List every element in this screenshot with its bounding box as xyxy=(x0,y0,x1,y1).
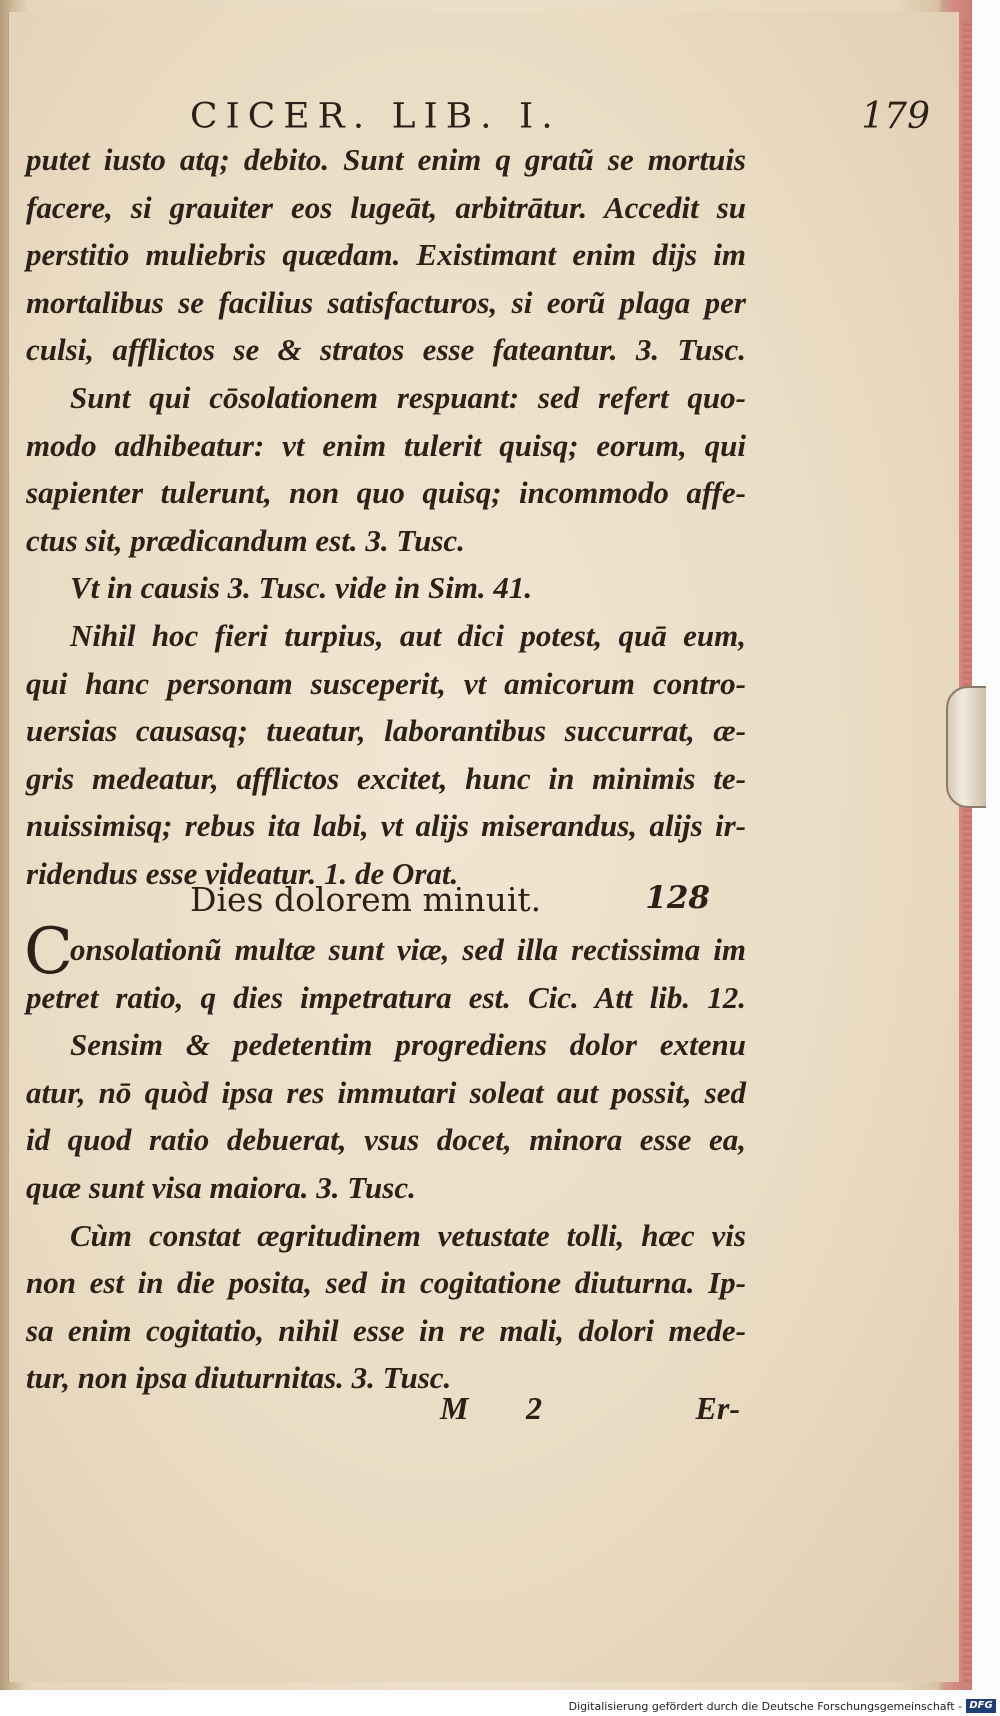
text-line: perstitio muliebris quædam. Existimant enim dijs im xyxy=(26,237,746,273)
section-heading xyxy=(190,876,710,926)
page-header xyxy=(190,96,950,140)
text-line: Sunt qui cōsolationem respuant: sed refert quo- xyxy=(70,379,746,415)
text-line: modo adhibeatur: vt enim tulerit quisq; eorum, qui xyxy=(26,427,746,463)
text-line: mortalibus se facilius satisfacturos, si eorũ plaga per xyxy=(26,284,746,320)
text-line: Vt in causis 3. Tusc. vide in Sim. 41. xyxy=(70,570,533,606)
text-line: Nihil hoc fieri turpius, aut dici potest, quā eum, xyxy=(70,617,746,653)
text-line: id quod ratio debuerat, vsus docet, minora esse ea, xyxy=(26,1122,746,1158)
text-line: ctus sit, prædicandum est. 3. Tusc. xyxy=(26,522,465,558)
text-line: atur, nō quòd ipsa res immutari soleat aut possit, sed xyxy=(26,1074,746,1110)
initial-letter: C xyxy=(24,915,73,989)
text-line: qui hanc personam susceperit, vt amicorum contro- xyxy=(26,665,746,701)
text-line: quæ sunt visa maiora. 3. Tusc. xyxy=(26,1169,416,1205)
catchword-line xyxy=(440,1390,740,1438)
signature-number: 2 xyxy=(526,1390,542,1426)
text-line: gris medeatur, afflictos excitet, hunc in minimis te- xyxy=(26,760,746,796)
dfg-logo-icon: DFG xyxy=(966,1699,996,1713)
text-line: sapienter tulerunt, non quo quisq; incommodo affe- xyxy=(26,475,746,511)
text-line: sa enim cogitatio, nihil esse in re mali, dolori mede- xyxy=(26,1312,746,1348)
text-line: ridendus esse videatur. 1. de Orat. xyxy=(26,855,459,891)
text-line: Cùm constat ægritudinem vetustate tolli, hæc vis xyxy=(70,1217,746,1253)
text-line: tur, non ipsa diuturnitas. 3. Tusc. xyxy=(26,1360,452,1396)
text-line: onsolationũ multæ sunt viæ, sed illa rectissima im xyxy=(70,932,746,967)
text-line: non est in die posita, sed in cogitatione diuturna. Ip- xyxy=(26,1265,746,1301)
text-line: uersias causasq; tueatur, laborantibus succurrat, æ- xyxy=(26,713,746,749)
text-line: putet iusto atq; debito. Sunt enim q gratũ se mortuis xyxy=(26,142,746,177)
body-text xyxy=(26,136,746,898)
page-number: 179 xyxy=(861,96,930,137)
book-clasp xyxy=(946,686,986,808)
catchword: Er- xyxy=(695,1390,740,1426)
running-head: CICER. LIB. I. xyxy=(190,97,561,136)
text-line: nuissimisq; rebus ita labi, vt alijs miserandus, alijs ir- xyxy=(26,808,746,844)
red-page-edges xyxy=(963,22,972,1682)
funding-credit: Digitalisierung gefördert durch die Deutsche Forschungsgemeinschaft - xyxy=(568,1700,962,1713)
text-line: culsi, afflictos se & stratos esse fateantur. 3. Tusc. xyxy=(26,332,746,368)
text-line: Sensim & pedetentim progrediens dolor extenu xyxy=(70,1027,746,1063)
section-title: Dies dolorem minuit. xyxy=(190,880,542,919)
text-line: petret ratio, q dies impetratura est. Cic. Att lib. 12. xyxy=(26,979,746,1015)
signature-letter: M xyxy=(440,1390,469,1426)
text-line: facere, si grauiter eos lugeāt, arbitrātur. Accedit su xyxy=(26,189,746,225)
section-text xyxy=(26,926,746,1402)
section-number: 128 xyxy=(645,880,710,916)
